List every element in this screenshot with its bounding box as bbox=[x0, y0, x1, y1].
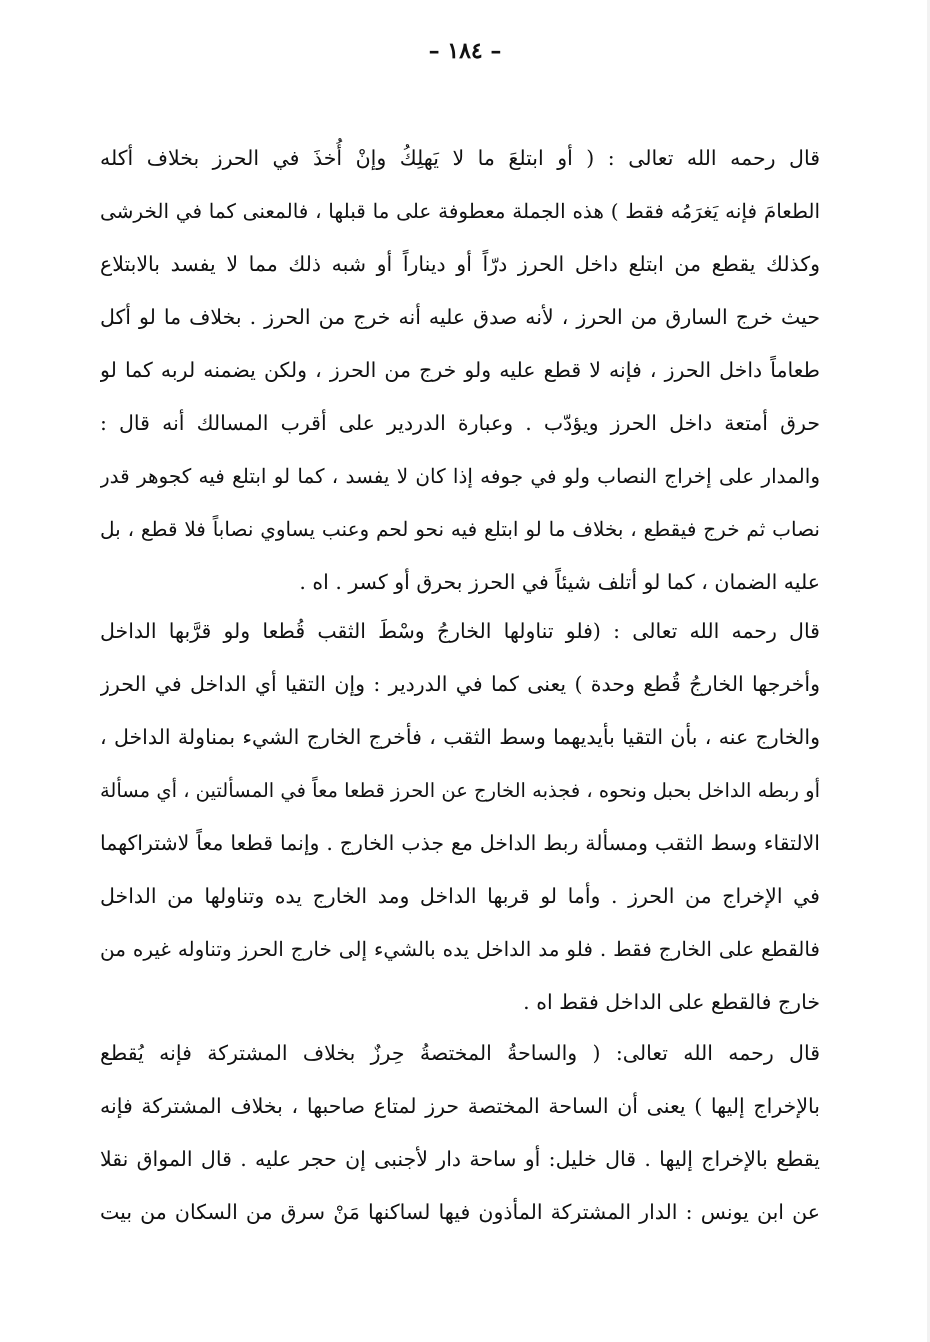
text-line: قال رحمه الله تعالى: ( والساحةُ المختصةُ حِرزٌ بخلاف المشتركة فإنه يُقطع bbox=[100, 1041, 820, 1065]
text-line: وأخرجها الخارجُ قُطع وحدة ) يعنى كما في الدردير : وإن التقيا أي الداخل في الحرز bbox=[100, 672, 820, 696]
text-line: فالقطع على الخارج فقط . فلو مد الداخل يده بالشيء إلى خارج الحرز وتناوله غيره من bbox=[100, 937, 820, 961]
page-number: – ١٨٤ – bbox=[428, 38, 502, 64]
text-line: والمدار على إخراج النصاب ولو في جوفه إذا كان لا يفسد ، كما لو ابتلع فيه كجوهر قدر bbox=[100, 464, 820, 488]
text-line: وكذلك يقطع من ابتلع داخل الحرز درّاً أو ديناراً أو شبه ذلك مما لا يفسد بالابتلاع bbox=[100, 252, 820, 276]
text-line: الطعامَ فإنه يَغرَمُه فقط ) هذه الجملة معطوفة على ما قبلها ، فالمعنى كما في الخرشى bbox=[100, 199, 820, 223]
text-line: الالتقاء وسط الثقب ومسألة ربط الداخل مع جذب الخارج . وإنما قطعا معاً لاشتراكهما bbox=[100, 831, 820, 855]
paragraph-3 bbox=[100, 1027, 820, 1239]
text-line: في الإخراج من الحرز . وأما لو قربها الداخل ومد الخارج يده وتناولها من الداخل bbox=[100, 884, 820, 908]
text-line: حرق أمتعة داخل الحرز ويؤدّب . وعبارة الدردير على أقرب المسالك أنه قال : bbox=[100, 411, 820, 435]
text-line: والخارج عنه ، بأن التقيا بأيديهما وسط الثقب ، فأخرج الخارج الشيء بمناولة الداخل ، bbox=[100, 725, 820, 749]
text-line: يقطع بالإخراج إليها . قال خليل: أو ساحة دار لأجنبى إن حجر عليه . قال المواق نقلا bbox=[100, 1147, 820, 1171]
paragraph-1 bbox=[100, 132, 820, 609]
text-line: أو ربطه الداخل بحبل ونحوه ، فجذبه الخارج عن الحرز قطعا معاً في المسألتين ، أي مسألة bbox=[100, 779, 820, 802]
text-line: قال رحمه الله تعالى : (فلو تناولها الخارجُ وسْطَ الثقب قُطعا ولو قرَّبها الداخل bbox=[100, 619, 820, 643]
text-line: قال رحمه الله تعالى : ( أو ابتلعَ ما لا يَهلِكُ وإنْ أُخذَ في الحرز بخلاف أكله bbox=[100, 146, 820, 170]
text-line: نصاب ثم خرج فيقطع ، بخلاف ما لو ابتلع فيه نحو لحم وعنب يساوي نصاباً فلا قطع ، بل bbox=[100, 517, 820, 541]
text-line: طعاماً داخل الحرز ، فإنه لا قطع عليه ولو خرج من الحرز ، ولكن يضمنه لربه كما لو bbox=[100, 358, 820, 382]
text-line: بالإخراج إليها ) يعنى أن الساحة المختصة حرز لمتاع صاحبها ، بخلاف المشتركة فإنه bbox=[100, 1094, 820, 1118]
paragraph-2 bbox=[100, 605, 820, 1029]
text-line: حيث خرج السارق من الحرز ، لأنه صدق عليه أنه خرج من الحرز . بخلاف ما لو أكل bbox=[100, 305, 820, 329]
text-line: عن ابن يونس : الدار المشتركة المأذون فيها لساكنها مَنْ سرق من السكان من بيت bbox=[100, 1200, 820, 1224]
text-line: عليه الضمان ، كما لو أتلف شيئاً في الحرز بحرق أو كسر . اه . bbox=[299, 570, 820, 594]
text-line: خارج فالقطع على الداخل فقط اه . bbox=[523, 990, 820, 1014]
